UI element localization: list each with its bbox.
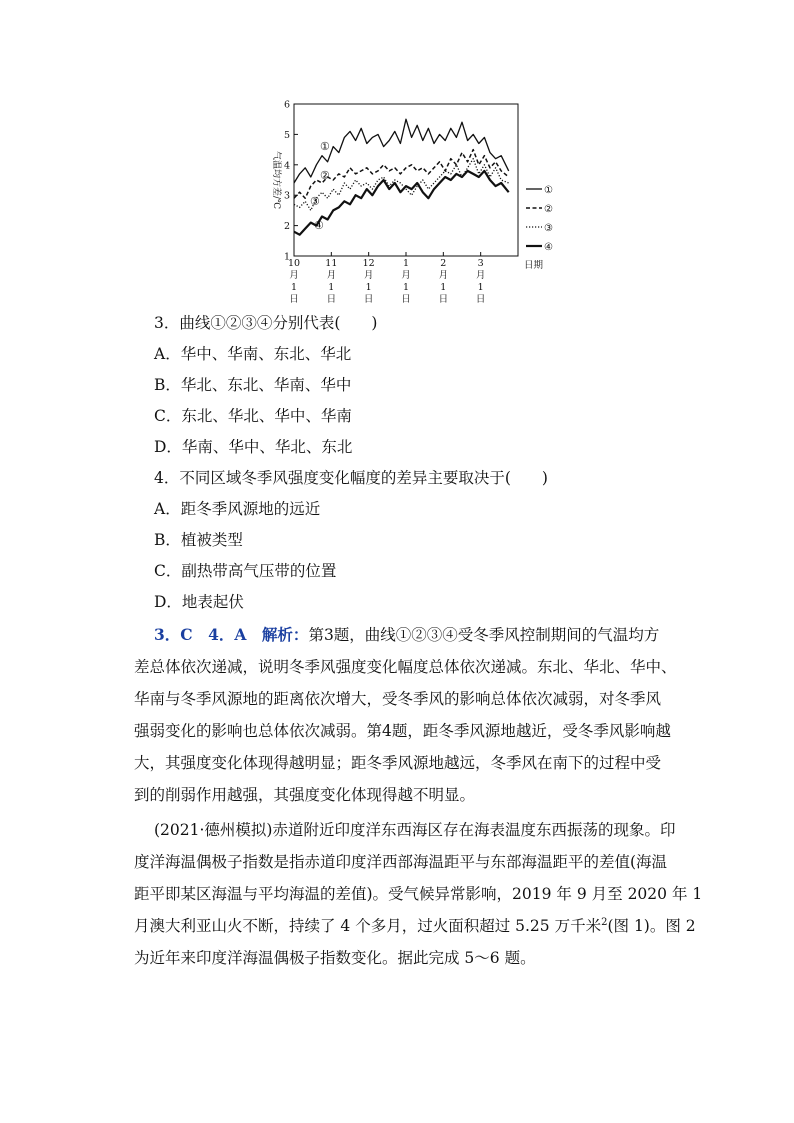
- answer-line-4: 强弱变化的影响也总体依次减弱。第4题，距冬季风源地越近，受冬季风影响越: [134, 722, 671, 740]
- answer-text-1: 第3题，曲线①②③④受冬季风控制期间的气温均方: [308, 626, 660, 644]
- question-3-option-c[interactable]: C．东北、华北、华中、华南: [154, 407, 352, 425]
- answer-line-3: 华南与冬季风源地的距离依次增大，受冬季风的影响总体依次减弱，对冬季风: [134, 690, 662, 708]
- curve-annotation-3: ③: [310, 195, 320, 208]
- question-4-option-d[interactable]: D．地表起伏: [154, 593, 244, 611]
- question-4-option-b[interactable]: B．植被类型: [154, 531, 243, 549]
- x-tick-label: 日: [438, 294, 449, 305]
- y-tick-label: 6: [283, 99, 290, 111]
- curve-annotation-4: ④: [314, 219, 324, 232]
- intro-line-4-text: 月澳大利亚山火不断，持续了 4 个多月，过火面积超过 5.25 万千米: [134, 917, 602, 935]
- x-tick-label: 月: [289, 270, 299, 281]
- legend-label-4: ④: [544, 242, 553, 253]
- x-tick-label: 1: [365, 282, 372, 293]
- x-axis-label: 日期: [524, 260, 544, 271]
- superscript-2: 2: [601, 917, 608, 928]
- x-tick-label: 日: [401, 294, 411, 305]
- y-tick-label: 3: [283, 190, 290, 202]
- x-tick-label: 1: [290, 282, 298, 293]
- x-tick-label: 月: [475, 270, 486, 281]
- intro-line-1: (2021·德州模拟)赤道附近印度洋东西海区存在海表温度东西振荡的现象。印: [154, 821, 676, 839]
- answer-line-6: 到的削弱作用越强，其强度变化体现得越不明显。: [134, 786, 476, 804]
- answer-line-1: [154, 623, 659, 645]
- x-tick-label: 日: [289, 294, 299, 305]
- x-tick-label: 1: [477, 282, 484, 293]
- question-4-option-c[interactable]: C．副热带高气压带的位置: [154, 562, 337, 580]
- chart-legend: [526, 185, 553, 253]
- y-tick-label: 5: [283, 129, 290, 141]
- x-tick-label: 月: [401, 270, 411, 281]
- x-tick-label: 2: [440, 258, 447, 269]
- question-3-option-a[interactable]: A．华中、华南、东北、华北: [154, 345, 352, 363]
- question-4-option-a[interactable]: A．距冬季风源地的远近: [154, 500, 321, 518]
- y-tick-label: 1: [283, 251, 290, 263]
- y-axis-label: 气温均方差/℃: [271, 150, 281, 210]
- x-tick-label: 3: [477, 258, 484, 269]
- curve-annotation-1: ①: [320, 140, 330, 153]
- y-tick-label: 4: [283, 160, 290, 172]
- answer-line-2: 差总体依次递减，说明冬季风强度变化幅度总体依次递减。东北、华北、华中、: [134, 658, 677, 676]
- x-tick-label: 11: [325, 258, 338, 269]
- intro-line-4: [134, 914, 696, 936]
- curve-annotation-2: ②: [320, 169, 330, 182]
- intro-line-5: 为近年来印度洋海温偶极子指数变化。据此完成 5～6 题。: [134, 949, 536, 967]
- question-4-stem: 4．不同区域冬季风强度变化幅度的差异主要取决于( ): [154, 469, 548, 487]
- answer-line-5: 大，其强度变化体现得越明显；距冬季风源地越远，冬季风在南下的过程中受: [134, 754, 662, 772]
- x-tick-label: 1: [402, 258, 410, 269]
- y-tick-label: 2: [283, 221, 290, 233]
- answer-key: 3．C 4．A 解析：: [154, 625, 309, 644]
- question-3-option-b[interactable]: B．华北、东北、华南、华中: [154, 376, 352, 394]
- legend-label-2: ②: [544, 204, 553, 215]
- x-tick-label: 10: [287, 258, 301, 269]
- intro-line-4-tail: (图 1)。图 2: [607, 917, 696, 935]
- intro-line-3: 距平即某区海温与平均海温的差值)。受气候异常影响，2019 年 9 月至 2020 年 1: [134, 885, 703, 903]
- x-tick-label: 日: [475, 294, 486, 305]
- x-tick-label: 日: [326, 294, 337, 305]
- x-tick-label: 1: [440, 282, 447, 293]
- chart-series: [294, 119, 509, 235]
- legend-label-3: ③: [544, 223, 553, 234]
- x-tick-label: 月: [363, 270, 374, 281]
- legend-label-1: ①: [544, 185, 553, 196]
- x-tick-label: 1: [328, 282, 335, 293]
- series-line-3: [294, 159, 509, 211]
- intro-line-2: 度洋海温偶极子指数是指赤道印度洋西部海温距平与东部海温距平的差值(海温: [134, 853, 668, 871]
- temperature-variance-chart: [262, 94, 553, 306]
- x-tick-label: 1: [402, 282, 410, 293]
- x-tick-label: 月: [438, 270, 449, 281]
- x-tick-label: 12: [362, 258, 375, 269]
- question-3-stem: 3．曲线①②③④分别代表( ): [154, 314, 378, 332]
- question-3-option-d[interactable]: D．华南、华中、华北、东北: [154, 438, 353, 456]
- x-tick-label: 日: [363, 294, 374, 305]
- x-tick-label: 月: [326, 270, 337, 281]
